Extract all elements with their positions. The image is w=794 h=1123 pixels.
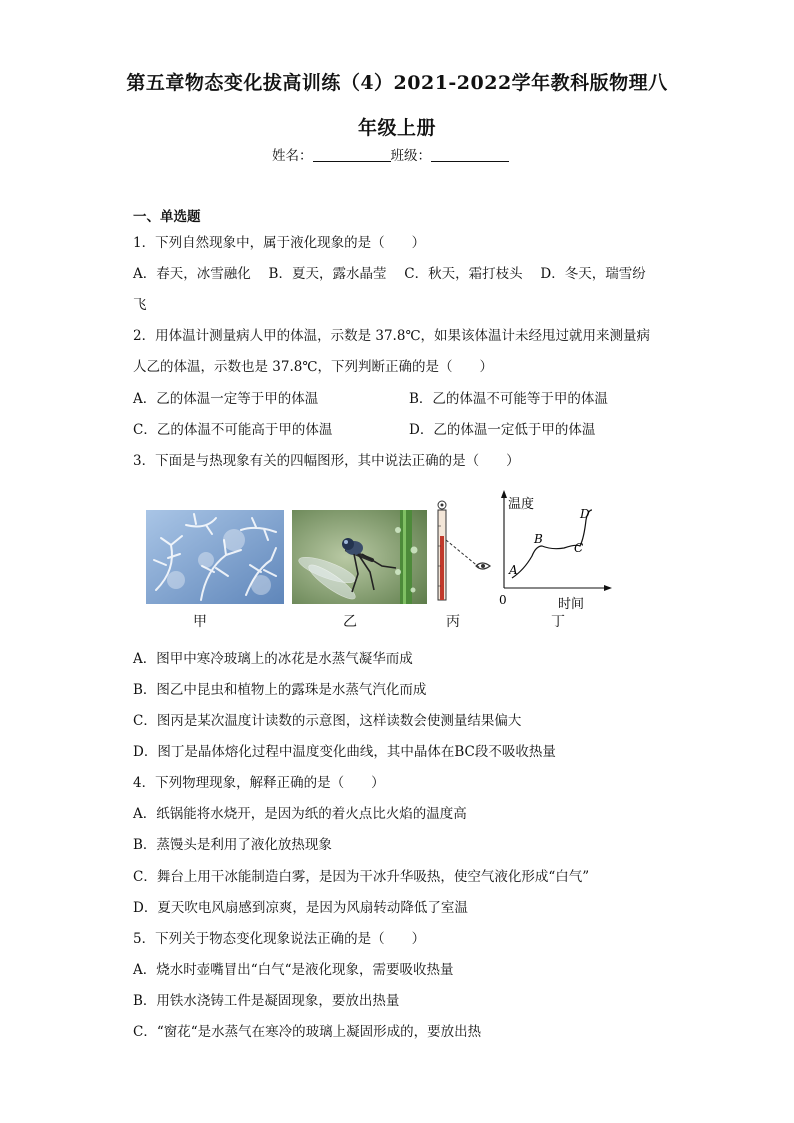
caption-ding: 丁 bbox=[551, 614, 565, 630]
q3-option-c: C．图丙是某次温度计读数的示意图，这样读数会使测量结果偏大 bbox=[133, 713, 522, 729]
q3-option-a: A．图甲中寒冷玻璃上的冰花是水蒸气凝华而成 bbox=[133, 651, 413, 667]
q2-option-d: D．乙的体温一定低于甲的体温 bbox=[409, 422, 596, 438]
q4-option-d: D．夏天吹电风扇感到凉爽，是因为风扇转动降低了室温 bbox=[133, 900, 468, 916]
q5-option-b: B．用铁水浇铸工件是凝固现象，要放出热量 bbox=[133, 993, 400, 1009]
class-blank[interactable] bbox=[431, 147, 509, 162]
q2-option-c: C．乙的体温不可能高于甲的体温 bbox=[133, 422, 333, 438]
graph-point-b: B bbox=[534, 532, 543, 546]
graph-ylabel: 温度 bbox=[508, 497, 535, 512]
dew-insect-image bbox=[292, 510, 427, 604]
name-label: 姓名： bbox=[272, 148, 313, 164]
q2-option-b: B．乙的体温不可能等于甲的体温 bbox=[409, 391, 608, 407]
q3-option-d: D．图丁是晶体熔化过程中温度变化曲线，其中晶体在BC段不吸收热量 bbox=[133, 744, 556, 760]
q1-options: A．春天，冰雪融化 B．夏天，露水晶莹 C．秋天，霜打枝头 D．冬天，瑞雪纷 bbox=[133, 266, 646, 282]
q4-option-c: C．舞台上用干冰能制造白雾，是因为干冰升华吸热，使空气液化形成“白气” bbox=[133, 869, 590, 885]
q4-option-b: B．蒸馒头是利用了液化放热现象 bbox=[133, 837, 332, 853]
graph-origin: 0 bbox=[499, 593, 507, 607]
q1-options-wrap: 飞 bbox=[133, 297, 147, 313]
q2-stem-line2: 人乙的体温，示数也是 37.8℃，下列判断正确的是（ ） bbox=[133, 359, 493, 375]
name-blank[interactable] bbox=[313, 147, 391, 162]
graph-point-d: D bbox=[580, 507, 590, 521]
q5-option-c: C．“窗花“是水蒸气在寒冷的玻璃上凝固形成的，要放出热 bbox=[133, 1024, 482, 1040]
q1-stem: 1．下列自然现象中，属于液化现象的是（ ） bbox=[133, 235, 426, 251]
q2-stem-line1: 2．用体温计测量病人甲的体温，示数是 37.8℃，如果该体温计未经甩过就用来测量病 bbox=[133, 328, 651, 344]
caption-bing: 丙 bbox=[446, 614, 460, 630]
section-title: 一、单选题 bbox=[133, 209, 201, 225]
doc-title-line2: 年级上册 bbox=[357, 117, 436, 139]
graph-point-a: A bbox=[509, 563, 518, 577]
q5-stem: 5．下列关于物态变化现象说法正确的是（ ） bbox=[133, 931, 426, 947]
caption-yi: 乙 bbox=[343, 614, 357, 630]
frost-image bbox=[146, 510, 284, 604]
q2-option-a: A．乙的体温一定等于甲的体温 bbox=[133, 391, 319, 407]
temperature-time-graph bbox=[494, 488, 620, 614]
q4-option-a: A．纸锅能将水烧开，是因为纸的着火点比火焰的温度高 bbox=[133, 806, 467, 822]
graph-xlabel: 时间 bbox=[558, 597, 585, 612]
graph-point-c: C bbox=[574, 541, 584, 555]
q3-option-b: B．图乙中昆虫和植物上的露珠是水蒸气汽化而成 bbox=[133, 682, 427, 698]
q3-stem: 3．下面是与热现象有关的四幅图形，其中说法正确的是（ ） bbox=[133, 453, 520, 469]
caption-jia: 甲 bbox=[193, 614, 207, 630]
thermometer-reading-figure bbox=[432, 496, 502, 606]
q4-stem: 4．下列物理现象，解释正确的是（ ） bbox=[133, 775, 385, 791]
q5-option-a: A．烧水时壶嘴冒出“白气“是液化现象，需要吸收热量 bbox=[133, 962, 454, 978]
doc-title-line1: 第五章物态变化拔高训练（4）2021-2022学年教科版物理八 bbox=[126, 72, 668, 94]
class-label: 班级： bbox=[390, 148, 431, 164]
student-info bbox=[272, 146, 509, 166]
